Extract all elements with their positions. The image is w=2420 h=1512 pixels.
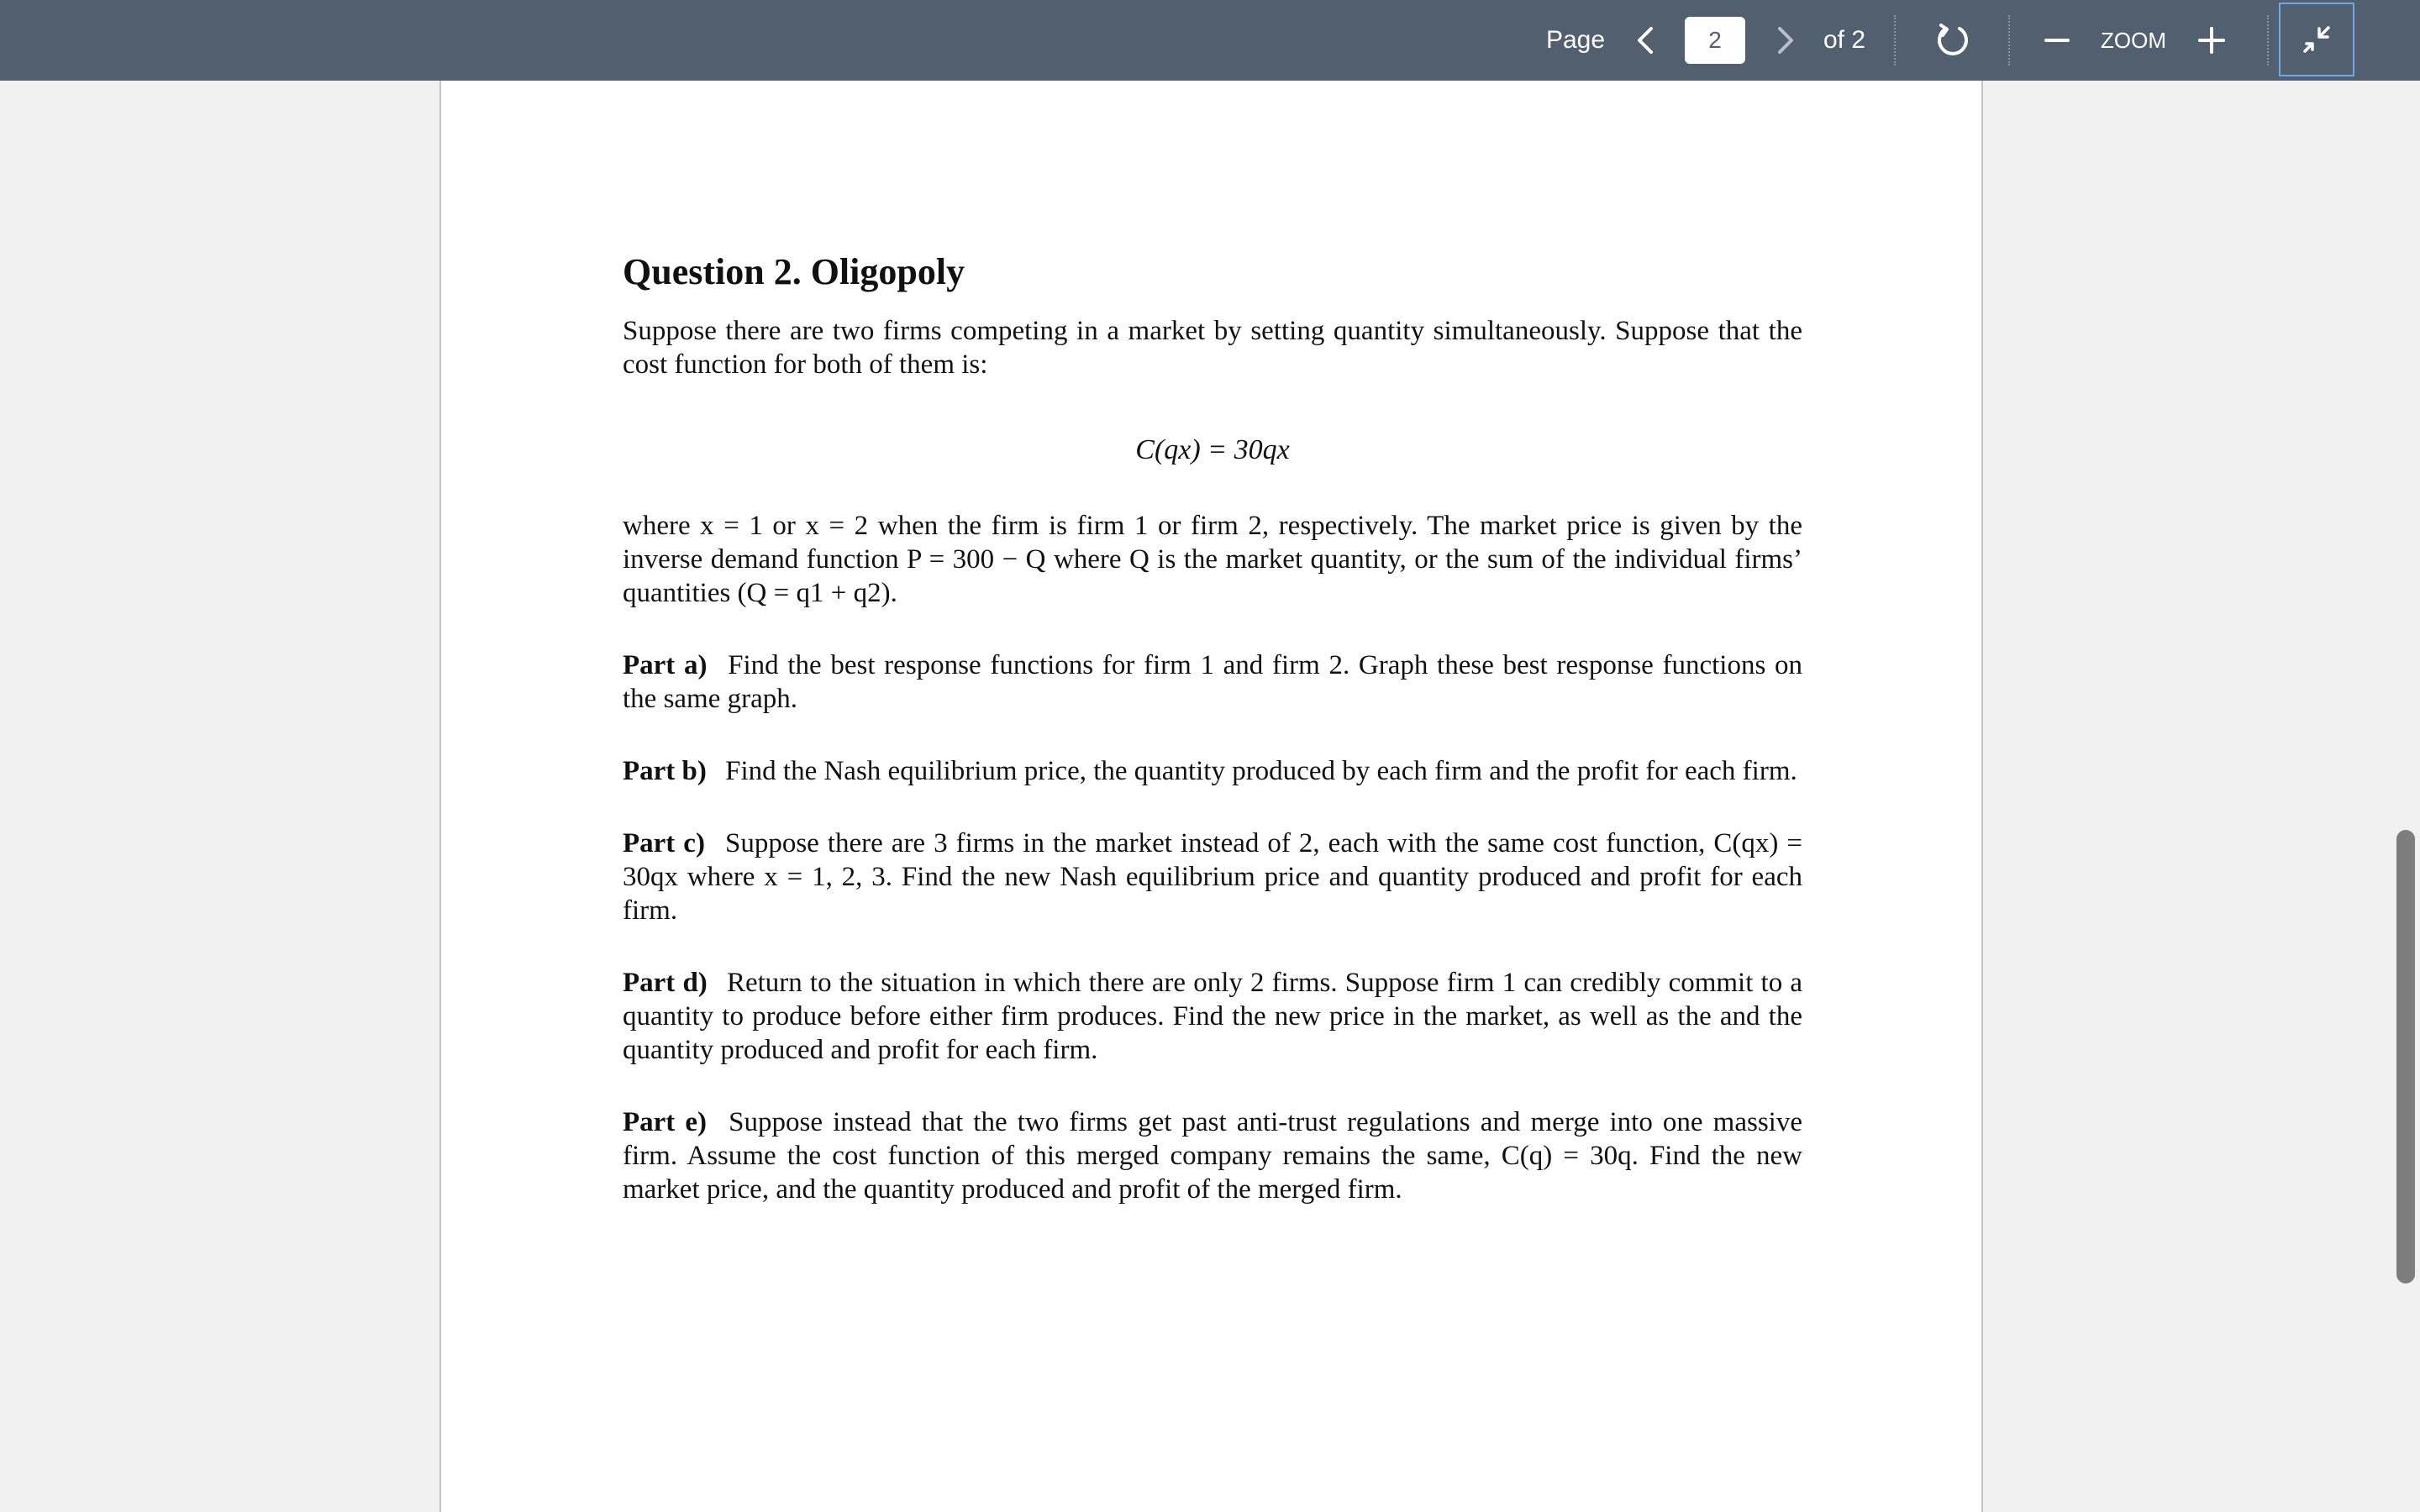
minus-icon: [2044, 27, 2070, 54]
page-number-input[interactable]: [1685, 17, 1745, 64]
vertical-scrollbar-thumb[interactable]: [2396, 830, 2415, 1284]
part-d: [623, 966, 1802, 1067]
chevron-right-icon: [1775, 25, 1797, 55]
collapse-arrows-icon: [2300, 23, 2333, 56]
previous-page-button[interactable]: [1622, 0, 1669, 81]
page-content: [623, 249, 1802, 1206]
definition-paragraph: where x = 1 or x = 2 when the firm is firm 1 or firm 2, respectively. The market price is given by the inverse demand function P = 300 − Q where Q is the market quantity, or the sum of the individual firms’ quantities (Q = q1 + q2).: [623, 511, 1802, 608]
rotate-button[interactable]: [1929, 0, 1976, 81]
part-label: Part d): [623, 968, 708, 998]
document-page: [439, 81, 1983, 1512]
part-label: Part b): [623, 756, 707, 786]
part-a: [623, 648, 1802, 716]
part-c: [623, 827, 1802, 927]
next-page-button[interactable]: [1762, 0, 1809, 81]
part-text: Find the Nash equilibrium price, the quantity produced by each firm and the profit for each firm.: [725, 756, 1797, 786]
part-label: Part e): [623, 1107, 708, 1137]
part-e: [623, 1105, 1802, 1206]
toolbar-divider: [1894, 15, 1896, 66]
part-label: Part c): [623, 828, 705, 858]
plus-icon: [2197, 26, 2226, 55]
part-text: Suppose there are 3 firms in the market instead of 2, each with the same cost function, C(qx) = 30qx where x = 1, 2, 3. Find the new Nash equilibrium price and quantity produced and profit for each firm.: [623, 828, 1802, 926]
exit-fullscreen-button[interactable]: [2279, 3, 2354, 76]
vertical-scrollbar-track[interactable]: [2393, 81, 2420, 1512]
rotate-icon: [1934, 22, 1971, 59]
part-b: [623, 754, 1802, 788]
part-label: Part a): [623, 650, 708, 680]
zoom-out-button[interactable]: [2033, 0, 2081, 81]
page-label-text: Page: [1545, 26, 1606, 54]
toolbar-divider: [2008, 15, 2010, 66]
part-text: Return to the situation in which there are only 2 firms. Suppose firm 1 can credibly commit to a quantity to produce before either firm produces. Find the new price in the market, as well as the and the quantity produced and profit for each firm.: [623, 968, 1803, 1065]
total-pages-text: of 2: [1823, 26, 1866, 54]
zoom-label-text: ZOOM: [2101, 27, 2166, 53]
toolbar-divider: [2267, 15, 2269, 66]
part-text: Find the best response functions for firm 1 and firm 2. Graph these best response functions on the same graph.: [623, 650, 1803, 714]
zoom-label: [2092, 0, 2175, 81]
question-title: Question 2. Oligopoly: [623, 251, 965, 292]
total-pages-label: [1815, 0, 1874, 81]
intro-paragraph: Suppose there are two firms competing in a market by setting quantity simultaneously. Suppose that the cost function for both of them is:: [623, 316, 1802, 380]
page-label: [1538, 0, 1613, 81]
chevron-left-icon: [1634, 25, 1656, 55]
cost-equation: C(qx) = 30qx: [1135, 434, 1290, 465]
part-text: Suppose instead that the two firms get past anti-trust regulations and merge into one massive firm. Assume the cost function of this merged company remains the same, C(q) = 30q. Find the new market price, and the quantity produced and profit of the merged firm.: [623, 1107, 1802, 1205]
pdf-toolbar: [0, 0, 2420, 81]
zoom-in-button[interactable]: [2188, 0, 2235, 81]
